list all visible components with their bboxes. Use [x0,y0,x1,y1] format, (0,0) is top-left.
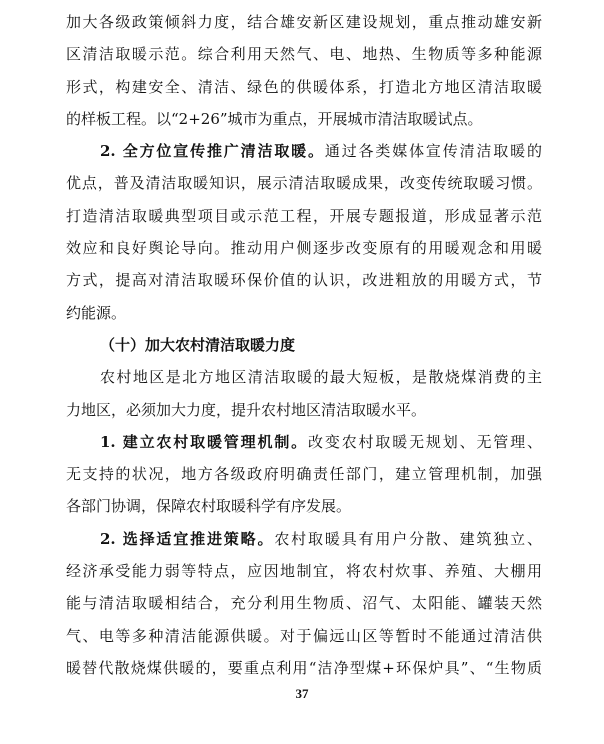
paragraph-line: 形式，构建安全、清洁、绿色的供暖体系，打造北方地区清洁取暖 [66,77,542,96]
paragraph-line: 区清洁取暖示范。综合利用天然气、电、地热、生物质等多种能源 [66,45,542,64]
paragraph-line: 气、电等多种清洁能源供暖。对于偏远山区等暂时不能通过清洁供 [66,626,542,645]
body-text [66,6,542,684]
paragraph-line: 暖替代散烧煤供暖的，要重点利用“洁净型煤+环保炉具”、“生物质 [66,658,542,677]
page-number: 37 [295,686,309,701]
item-heading: 2. 全方位宣传推广清洁取暖。 [100,142,325,161]
paragraph-line: 能与清洁取暖相结合，充分利用生物质、沼气、太阳能、罐装天然 [66,594,542,613]
item-heading: 2. 选择适宜推进策略。 [100,529,275,548]
paragraph-line: 力地区，必须加大力度，提升农村地区清洁取暖水平。 [66,400,427,419]
paragraph-line: 加大各级政策倾斜力度，结合雄安新区建设规划，重点推动雄安新 [66,13,542,31]
paragraph-line: 的样板工程。以“2+26”城市为重点，开展城市清洁取暖试点。 [66,109,483,128]
paragraph-line [66,523,542,555]
paragraph-line: 约能源。 [66,303,127,322]
paragraph-line: 优点，普及清洁取暖知识，展示清洁取暖成果，改变传统取暖习惯。 [66,174,542,193]
paragraph-line: 效应和良好舆论导向。推动用户侧逐步改变原有的用暖观念和用暖 [66,239,542,258]
paragraph-line: 方式，提高对清洁取暖环保价值的认识，改进粗放的用暖方式，节 [66,271,542,290]
paragraph-line: 打造清洁取暖典型项目或示范工程，开展专题报道，形成显著示范 [66,206,542,225]
paragraph-text: 农村取暖具有用户分散、建筑独立、 [274,529,542,548]
paragraph-line: 无支持的状况，地方各级政府明确责任部门，建立管理机制，加强 [66,465,542,484]
paragraph-line: 经济承受能力弱等特点，应因地制宜，将农村炊事、养殖、大棚用 [66,562,542,581]
section-heading: （十）加大农村清洁取暖力度 [100,335,296,354]
paragraph-line [66,135,542,167]
paragraph-text: 通过各类媒体宣传清洁取暖的 [324,142,542,161]
paragraph-line [66,426,542,458]
paragraph-line: 农村地区是北方地区清洁取暖的最大短板，是散烧煤消费的主 [100,368,542,387]
paragraph-text: 改变农村取暖无规划、无管理、 [308,432,542,451]
item-heading: 1. 建立农村取暖管理机制。 [100,432,309,451]
paragraph-line: 各部门协调，保障农村取暖科学有序发展。 [66,497,352,516]
